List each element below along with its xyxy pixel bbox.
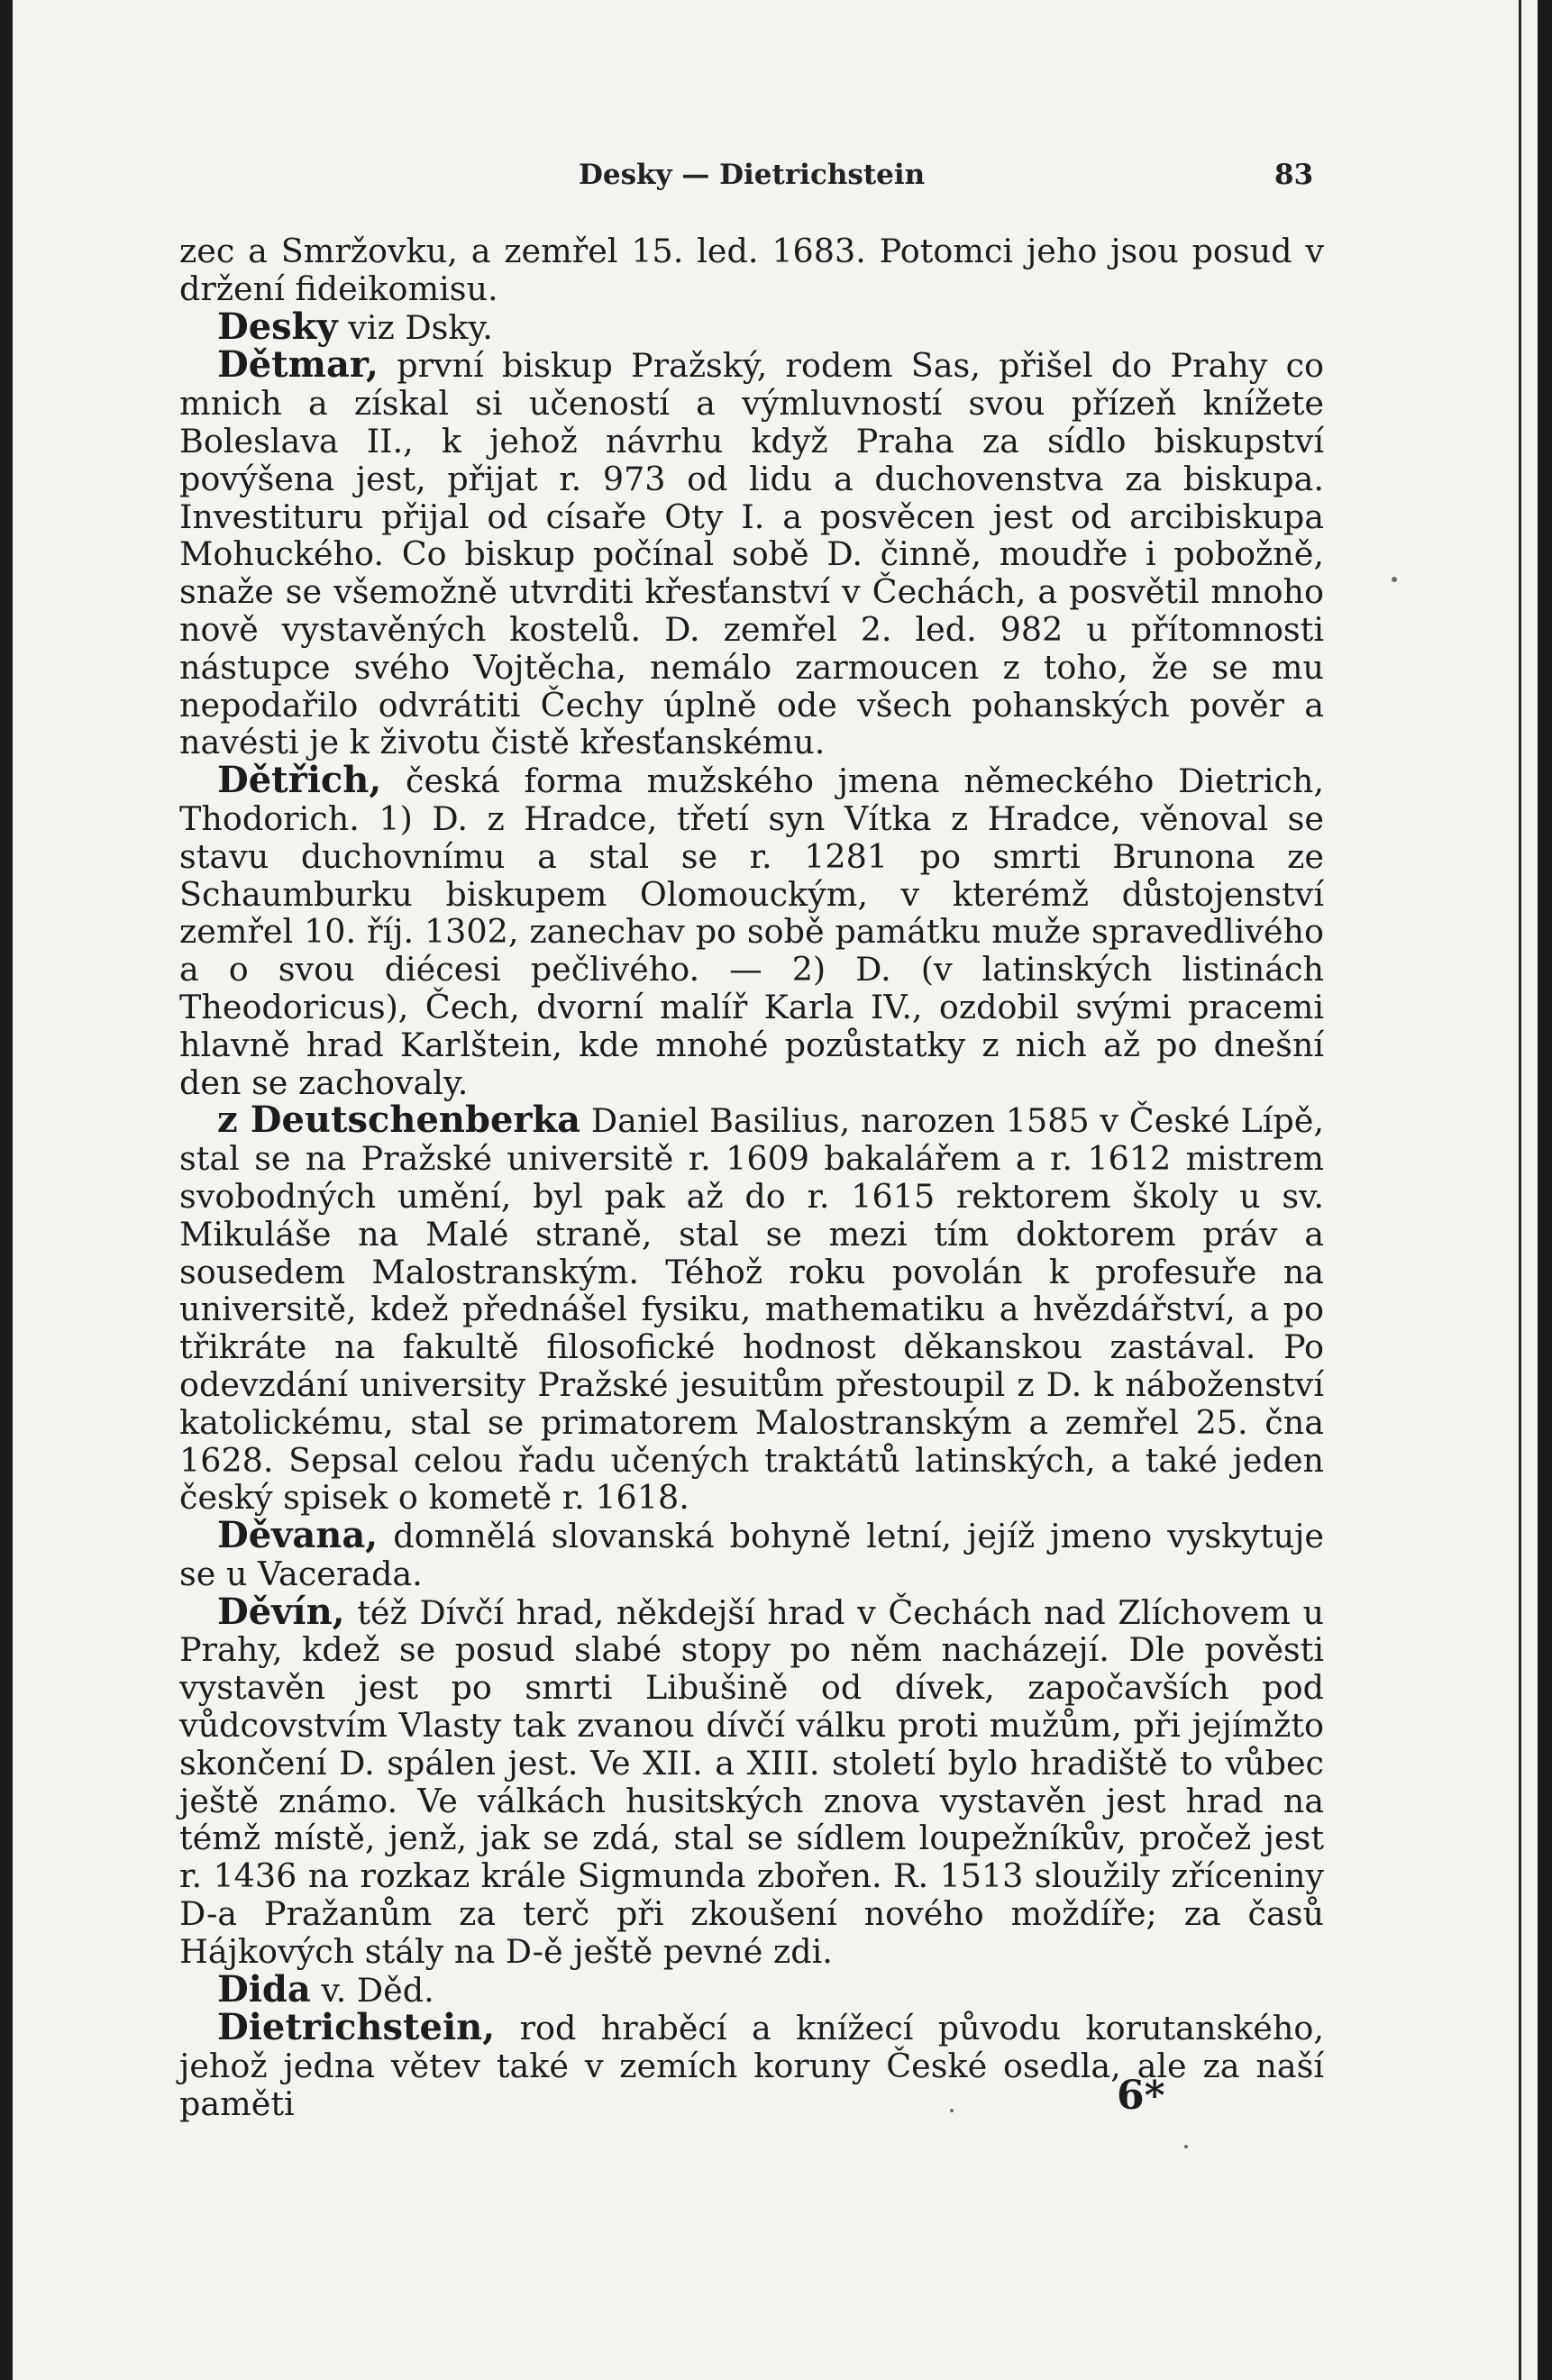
entry-headword: Dida <box>217 1967 311 2011</box>
entry-headword: Dětmar, <box>217 343 379 387</box>
entry-text: též Dívčí hrad, někdejší hrad v Čechách nad Zlíchovem u Prahy, kdež se posud slabé stopy po něm nacházejí. Dle pověsti vystavěn jest po smrti Libušině od dívek, započavších pod vůdcovstvím Vlasty tak zvanou dívčí válku proti mužům, při jejímžto skončení D. spálen jest. Ve XII. a XIII. století bylo hradiště to vůbec ještě známo. Ve válkách husitských znova vystavěn jest hrad na témž místě, jenž, jak se zdá, stal se sídlem loupežníkův, pročež jest r. 1436 na rozkaz krále Sigmunda zbořen. R. 1513 sloužily zříceniny D-a Pražanům za terč při zkoušení nového moždíře; za časů Hájkových stály na D-ě ještě pevné zdi. <box>179 1592 1324 1971</box>
entry-deutschenberk <box>179 1101 1324 1517</box>
entry-desky <box>179 305 1324 348</box>
entry-headword: Dětřich, <box>217 759 382 802</box>
entry-text: zec a Smržovku, a zemřel 15. led. 1683. Potomci jeho jsou posud v držení fideikomisu. <box>179 232 1324 308</box>
speck-mark <box>1392 577 1397 582</box>
running-head-title: Desky — Dietrichstein <box>579 159 926 191</box>
entry-detrich <box>179 761 1324 1101</box>
entry-headword: Dietrichstein, <box>217 2006 496 2049</box>
entry-headword: Děvana, <box>217 1514 379 1557</box>
entry-detmar <box>179 343 1324 762</box>
speck-mark <box>1184 2145 1188 2148</box>
entry-text: česká forma mužského jmena německého Dietrich, Thodorich. 1) D. z Hradce, třetí syn Vítka z Hradce, věnoval se stavu duchovnímu a stal se r. 1281 po smrti Brunona ze Schaumburku biskupem Olomouckým, v kterémž důstojenství zemřel 10. říj. 1302, zanechav po sobě památku muže spravedlivého a o svou diécesi pečlivého. — 2) D. (v latinských listinách Theodoricus), Čech, dvorní malíř Karla IV., ozdobil svými pracemi hlavně hrad Karlštein, kde mnohé pozůstatky z nich až po dnešní den se zachovaly. <box>179 761 1324 1102</box>
book-page <box>13 0 1538 2380</box>
page-body <box>179 233 1324 2123</box>
entry-devana <box>179 1514 1324 1593</box>
entry-dida <box>179 1967 1324 2011</box>
page-number: 83 <box>1274 159 1314 191</box>
page-edge <box>1519 0 1521 2380</box>
entry-headword: z Deutschenberka <box>217 1099 581 1142</box>
entry-text: domnělá slovanská bohyně letní, jejíž jmeno vyskytuje se u Vacerada. <box>179 1517 1324 1593</box>
entry-text: Daniel Basilius, narozen 1585 v České Lípě, stal se na Pražské universitě r. 1609 bakalářem a r. 1612 mistrem svobodných umění, byl pak až do r. 1615 rektorem školy u sv. Mikuláše na Malé straně, stal se mezi tím doktorem práv a sousedem Malostranským. Téhož roku povolán k profesuře na universitě, kdež přednášel fysiku, mathematiku a hvězdářství, a po třikráte na fakultě filosofické hodnost děkanskou zastával. Po odevzdání university Pražské jesuitům přestoupil z D. k náboženství katolickému, stal se primatorem Malostranským a zemřel 25. čna 1628. Sepsal celou řadu učených traktátů latinských, a také jeden český spisek o kometě r. 1618. <box>179 1101 1325 1518</box>
entry-headword: Děvín, <box>217 1590 345 1633</box>
signature-mark: 6* <box>1117 2073 1165 2119</box>
entry-text: viz Dsky. <box>337 307 493 347</box>
entry-continuation <box>179 233 1324 308</box>
entry-devin <box>179 1590 1324 1971</box>
entry-headword: Desky <box>217 305 338 348</box>
entry-text: rod hraběcí a knížecí původu korutanského, jehož jedna větev také v zemích koruny České osedla, ale za naší paměti <box>179 2009 1324 2124</box>
entry-text: v. Děd. <box>310 1970 434 2010</box>
entry-text: první biskup Pražský, rodem Sas, přišel do Prahy co mnich a získal si učeností a výmluvností svou přízeň knížete Boleslava II., k jehož návrhu když Praha za sídlo biskupství povýšena jest, přijat r. 973 od lidu a duchovenstva za biskupa. Investituru přijal od císaře Oty I. a posvěcen jest od arcibiskupa Mohuckého. Co biskup počínal sobě D. činně, moudře i pobožně, snaže se všemožně utvrditi křesťanství v Čechách, a posvětil mnoho nově vystavěných kostelů. D. zemřel 2. led. 982 u přítomnosti nástupce svého Vojtěcha, nemálo zarmoucen z toho, že se mu nepodařilo odvrátiti Čechy úplně ode všech pohanských pověr a navésti je k životu čistě křesťanskému. <box>179 346 1324 762</box>
speck-mark <box>950 2109 954 2112</box>
